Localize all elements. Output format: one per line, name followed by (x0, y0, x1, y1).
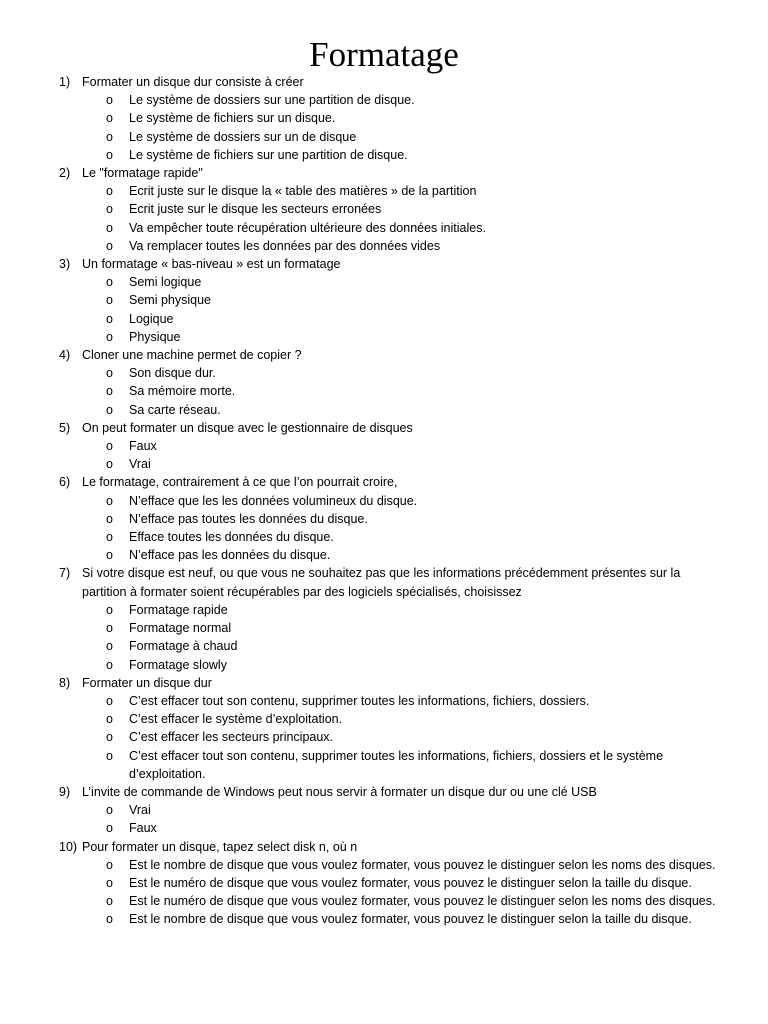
question-line (0, 419, 768, 437)
answer-option-text: Vrai (129, 457, 151, 472)
bullet-o-icon: o (106, 748, 113, 763)
question-number: 3) (59, 257, 71, 272)
question-item (0, 783, 768, 838)
question-text: Le "formatage rapide" (82, 166, 203, 181)
answer-option-text: Physique (129, 329, 181, 344)
answer-option-text: Le système de dossiers sur une partition de disque. (129, 93, 415, 108)
question-text: Le formatage, contrairement à ce que l’on pourrait croire, (82, 475, 398, 490)
bullet-o-icon: o (106, 821, 113, 836)
bullet-o-icon: o (106, 730, 113, 745)
answer-option (0, 546, 768, 564)
question-item (0, 164, 768, 255)
question-number: 8) (59, 675, 71, 690)
answer-option-list (0, 801, 768, 837)
bullet-o-icon: o (106, 621, 113, 636)
answer-option-text: Va remplacer toutes les données par des données vides (129, 238, 441, 253)
answer-option-text: N’efface que les les données volumineux du disque. (129, 493, 418, 508)
bullet-o-icon: o (106, 93, 113, 108)
answer-option-list (0, 182, 768, 255)
answer-option (0, 819, 768, 837)
answer-option-text: C’est effacer les secteurs principaux. (129, 730, 334, 745)
question-text: L’invite de commande de Windows peut nous servir à formater un disque dur ou une clé USB (82, 784, 597, 799)
bullet-o-icon: o (106, 875, 113, 890)
question-text: Pour formater un disque, tapez select disk n, où n (82, 839, 358, 854)
bullet-o-icon: o (106, 457, 113, 472)
answer-option (0, 310, 768, 328)
bullet-o-icon: o (106, 511, 113, 526)
answer-option-text: Le système de dossiers sur un de disque (129, 129, 357, 144)
bullet-o-icon: o (106, 184, 113, 199)
answer-option-text: Est le nombre de disque que vous voulez formater, vous pouvez le distinguer selon les noms des disques. (129, 857, 716, 872)
answer-option (0, 510, 768, 528)
answer-option (0, 219, 768, 237)
answer-option-text: N’efface pas les données du disque. (129, 548, 331, 563)
answer-option (0, 619, 768, 637)
question-line (0, 473, 768, 491)
bullet-o-icon: o (106, 384, 113, 399)
answer-option (0, 455, 768, 473)
bullet-o-icon: o (106, 857, 113, 872)
answer-option-text: Va empêcher toute récupération ultérieure des données initiales. (129, 220, 486, 235)
bullet-o-icon: o (106, 912, 113, 927)
answer-option-text: Formatage normal (129, 621, 232, 636)
question-text: Formater un disque dur consiste à créer (82, 75, 304, 89)
answer-option (0, 656, 768, 674)
answer-option-list (0, 91, 768, 164)
answer-option-text: Semi physique (129, 293, 211, 308)
answer-option-text: Sa carte réseau. (129, 402, 221, 417)
answer-option-list (0, 601, 768, 674)
question-line (0, 255, 768, 273)
question-number: 6) (59, 475, 71, 490)
question-number: 1) (59, 75, 71, 89)
answer-option-list (0, 273, 768, 346)
bullet-o-icon: o (106, 693, 113, 708)
answer-option (0, 892, 768, 910)
answer-option-list (0, 437, 768, 473)
answer-option (0, 401, 768, 419)
answer-option-text: C’est effacer tout son contenu, supprimer toutes les informations, fichiers, dossiers et le système d’exploitation. (129, 748, 664, 781)
question-number: 9) (59, 784, 71, 799)
answer-option (0, 128, 768, 146)
question-line (0, 346, 768, 364)
question-item (0, 346, 768, 419)
bullet-o-icon: o (106, 293, 113, 308)
bullet-o-icon: o (106, 111, 113, 126)
bullet-o-icon: o (106, 712, 113, 727)
answer-option (0, 528, 768, 546)
bullet-o-icon: o (106, 548, 113, 563)
answer-option (0, 728, 768, 746)
answer-option (0, 273, 768, 291)
answer-option-text: Faux (129, 821, 157, 836)
bullet-o-icon: o (106, 402, 113, 417)
answer-option-list (0, 692, 768, 783)
answer-option-list (0, 364, 768, 419)
answer-option-text: Ecrit juste sur le disque la « table des matières » de la partition (129, 184, 477, 199)
page-title: Formatage (309, 35, 459, 74)
bullet-o-icon: o (106, 493, 113, 508)
answer-option-text: Le système de fichiers sur une partition de disque. (129, 147, 408, 162)
answer-option (0, 200, 768, 218)
answer-option-text: Faux (129, 439, 157, 454)
question-item (0, 564, 768, 673)
answer-option (0, 237, 768, 255)
question-number: 7) (59, 566, 71, 581)
answer-option (0, 601, 768, 619)
question-text: Formater un disque dur (82, 675, 212, 690)
bullet-o-icon: o (106, 220, 113, 235)
answer-option (0, 291, 768, 309)
bullet-o-icon: o (106, 202, 113, 217)
bullet-o-icon: o (106, 329, 113, 344)
answer-option-text: Formatage rapide (129, 602, 228, 617)
answer-option-text: Logique (129, 311, 174, 326)
answer-option-text: N’efface pas toutes les données du disque. (129, 511, 368, 526)
question-number: 2) (59, 166, 71, 181)
question-item (0, 419, 768, 474)
answer-option-text: Est le nombre de disque que vous voulez formater, vous pouvez le distinguer selon la taille du disque. (129, 912, 692, 927)
question-item (0, 73, 768, 164)
answer-option (0, 492, 768, 510)
bullet-o-icon: o (106, 129, 113, 144)
answer-option (0, 328, 768, 346)
answer-option-text: Formatage à chaud (129, 639, 238, 654)
answer-option-text: Ecrit juste sur le disque les secteurs erronées (129, 202, 382, 217)
answer-option (0, 146, 768, 164)
answer-option (0, 856, 768, 874)
question-item (0, 674, 768, 783)
question-text: Un formatage « bas-niveau » est un formatage (82, 257, 341, 272)
question-text: Cloner une machine permet de copier ? (82, 348, 302, 363)
answer-option-list (0, 492, 768, 565)
answer-option-text: Est le numéro de disque que vous voulez formater, vous pouvez le distinguer selon la taille du disque. (129, 875, 692, 890)
question-line (0, 73, 768, 91)
answer-option-text: Formatage slowly (129, 657, 227, 672)
question-line (0, 164, 768, 182)
answer-option-text: Vrai (129, 803, 151, 818)
answer-option (0, 910, 768, 928)
answer-option-text: C’est effacer le système d’exploitation. (129, 712, 343, 727)
question-item (0, 473, 768, 564)
answer-option-text: Sa mémoire morte. (129, 384, 236, 399)
answer-option (0, 382, 768, 400)
bullet-o-icon: o (106, 602, 113, 617)
question-line (0, 674, 768, 692)
bullet-o-icon: o (106, 657, 113, 672)
question-item (0, 255, 768, 346)
question-item (0, 838, 768, 929)
question-line (0, 838, 768, 856)
question-number: 5) (59, 420, 71, 435)
answer-option-text: Le système de fichiers sur un disque. (129, 111, 336, 126)
question-line (0, 564, 768, 600)
answer-option (0, 182, 768, 200)
bullet-o-icon: o (106, 366, 113, 381)
question-text: Si votre disque est neuf, ou que vous ne souhaitez pas que les informations précédemment présentes sur la partition à formater soient récupérables par des logiciels spécialisés, choisissez (82, 566, 681, 599)
answer-option (0, 874, 768, 892)
answer-option-text: C’est effacer tout son contenu, supprimer toutes les informations, fichiers, dossiers. (129, 693, 590, 708)
answer-option (0, 637, 768, 655)
question-list (0, 73, 768, 929)
question-text: On peut formater un disque avec le gestionnaire de disques (82, 420, 413, 435)
question-number: 4) (59, 348, 71, 363)
answer-option (0, 364, 768, 382)
bullet-o-icon: o (106, 238, 113, 253)
answer-option-text: Efface toutes les données du disque. (129, 530, 334, 545)
bullet-o-icon: o (106, 803, 113, 818)
answer-option (0, 109, 768, 127)
answer-option-list (0, 856, 768, 929)
answer-option (0, 692, 768, 710)
bullet-o-icon: o (106, 311, 113, 326)
bullet-o-icon: o (106, 894, 113, 909)
answer-option (0, 91, 768, 109)
bullet-o-icon: o (106, 147, 113, 162)
question-number: 10) (59, 839, 78, 854)
answer-option-text: Son disque dur. (129, 366, 216, 381)
answer-option (0, 801, 768, 819)
bullet-o-icon: o (106, 439, 113, 454)
bullet-o-icon: o (106, 639, 113, 654)
bullet-o-icon: o (106, 530, 113, 545)
answer-option-text: Est le numéro de disque que vous voulez formater, vous pouvez le distinguer selon les noms des disques. (129, 894, 716, 909)
answer-option (0, 710, 768, 728)
question-line (0, 783, 768, 801)
answer-option (0, 747, 768, 783)
bullet-o-icon: o (106, 275, 113, 290)
answer-option (0, 437, 768, 455)
answer-option-text: Semi logique (129, 275, 202, 290)
